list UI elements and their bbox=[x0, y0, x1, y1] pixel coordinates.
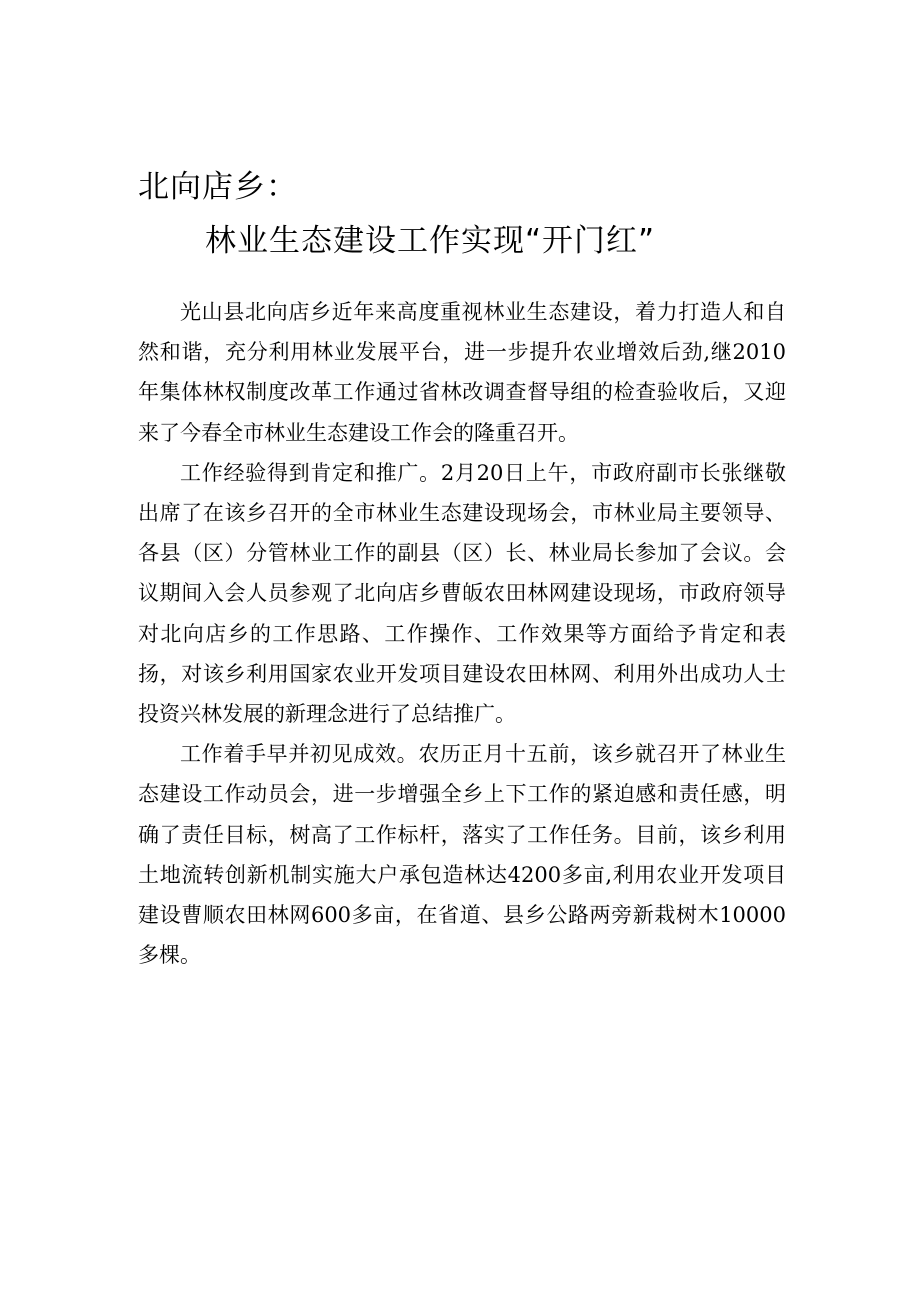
body-paragraph-3: 工作着手早并初见成效。农历正月十五前，该乡就召开了林业生态建设工作动员会，进一步增强全乡上下工作的紧迫感和责任感，明确了责任目标，树高了工作标杆，落实了工作任务。目前，该乡利用土地流转创新机制实施大户承包造林达4200多亩,利用农业开发项目建设曹顺农田林网600多亩，在省道、县乡公路两旁新栽树木10000多棵。 bbox=[138, 742, 786, 968]
body-paragraph-1: 光山县北向店乡近年来高度重视林业生态建设，着力打造人和自然和谐，充分利用林业发展平台，进一步提升农业增效后劲,继2010年集体林权制度改革工作通过省林改调查督导组的检查验收后，又迎来了今春全市林业生态建设工作会的隆重召开。 bbox=[138, 300, 786, 445]
body-paragraph-2: 工作经验得到肯定和推广。2月20日上午，市政府副市长张继敬出席了在该乡召开的全市林业生态建设现场会，市林业局主要领导、各县（区）分管林业工作的副县（区）长、林业局长参加了会议。会议期间入会人员参观了北向店乡曹皈农田林网建设现场，市政府领导对北向店乡的工作思路、工作操作、工作效果等方面给予肯定和表扬，对该乡利用国家农业开发项目建设农田林网、利用外出成功人士投资兴林发展的新理念进行了总结推广。 bbox=[138, 460, 786, 727]
document-title-line-2: 林业生态建设工作实现“开门红” bbox=[205, 223, 656, 259]
document-body bbox=[138, 292, 786, 975]
document-title-line-1: 北向店乡： bbox=[138, 169, 298, 205]
